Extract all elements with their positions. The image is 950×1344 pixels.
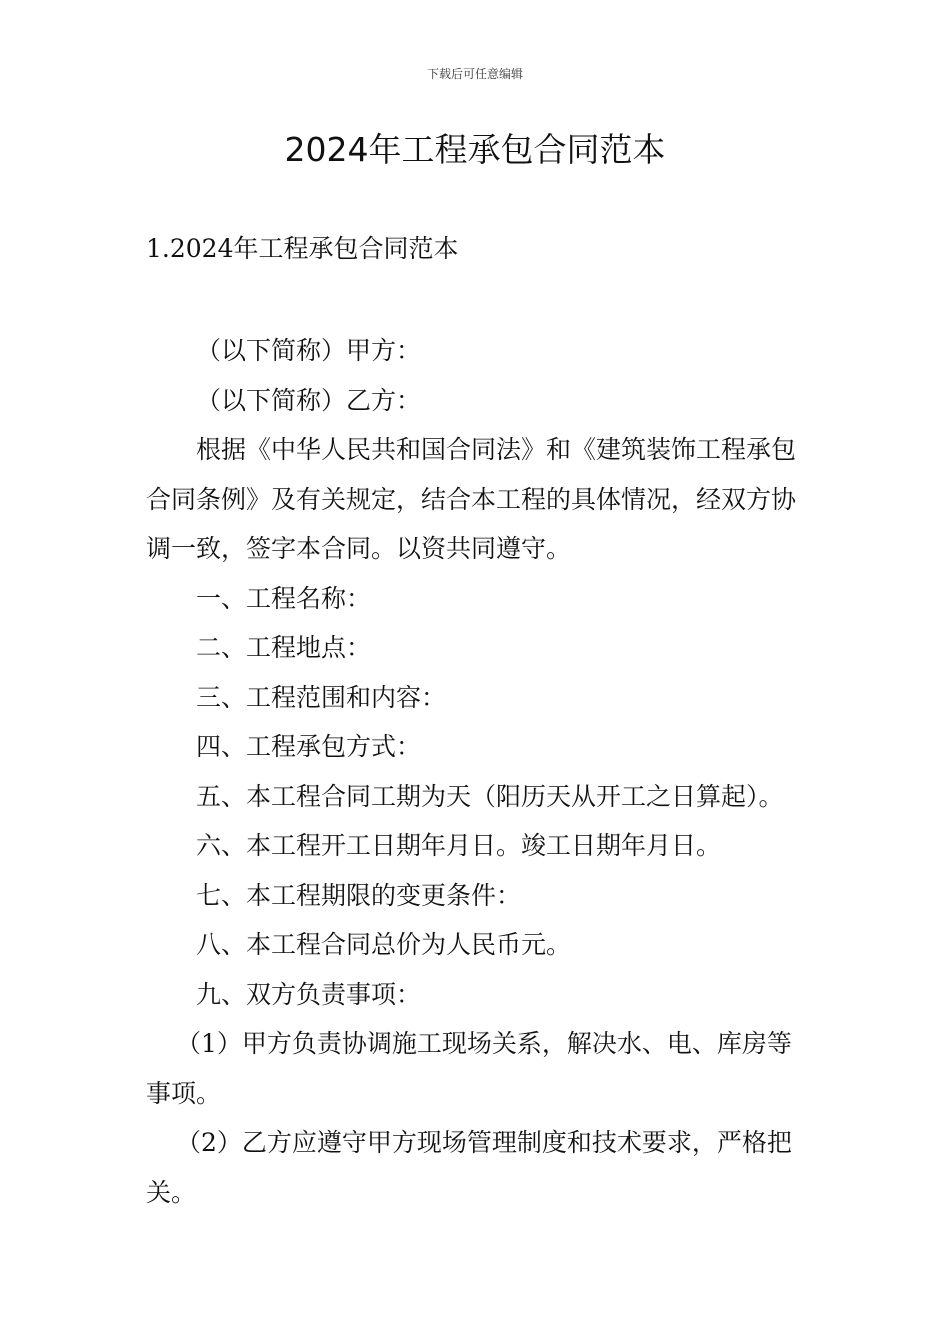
document-body bbox=[146, 326, 806, 1217]
clause-dates: 六、本工程开工日期年月日。竣工日期年月日。 bbox=[196, 831, 722, 860]
clause-responsibilities: 九、双方负责事项： bbox=[196, 979, 422, 1009]
document-title: 2024年工程承包合同范本 bbox=[284, 130, 666, 169]
clause-change-conditions: 七、本工程期限的变更条件： bbox=[196, 880, 522, 910]
responsibility-item-2: （2）乙方应遵守甲方现场管理制度和技术要求，严格把关。 bbox=[146, 1128, 792, 1207]
preamble-paragraph: 根据《中华人民共和国合同法》和《建筑装饰工程承包合同条例》及有关规定，结合本工程的具体情况，经双方协调一致，签字本合同。以资共同遵守。 bbox=[146, 435, 797, 563]
party-a-line: （以下简称）甲方： bbox=[196, 336, 422, 365]
party-b-line: （以下简称）乙方： bbox=[196, 385, 422, 415]
clause-project-scope: 三、工程范围和内容： bbox=[196, 682, 447, 712]
clause-project-name: 一、工程名称： bbox=[196, 583, 372, 613]
clause-contract-method: 四、工程承包方式： bbox=[196, 732, 422, 761]
clause-total-price: 八、本工程合同总价为人民币元。 bbox=[196, 930, 572, 959]
clause-duration: 五、本工程合同工期为天（阳历天从开工之日算起）。 bbox=[196, 781, 784, 811]
header-note: 下载后可任意编辑 bbox=[426, 67, 523, 81]
responsibility-item-1: （1）甲方负责协调施工现场关系，解决水、电、库房等事项。 bbox=[146, 1029, 792, 1108]
section-heading: 1.2024年工程承包合同范本 bbox=[146, 234, 459, 263]
clause-project-location: 二、工程地点： bbox=[196, 633, 372, 662]
